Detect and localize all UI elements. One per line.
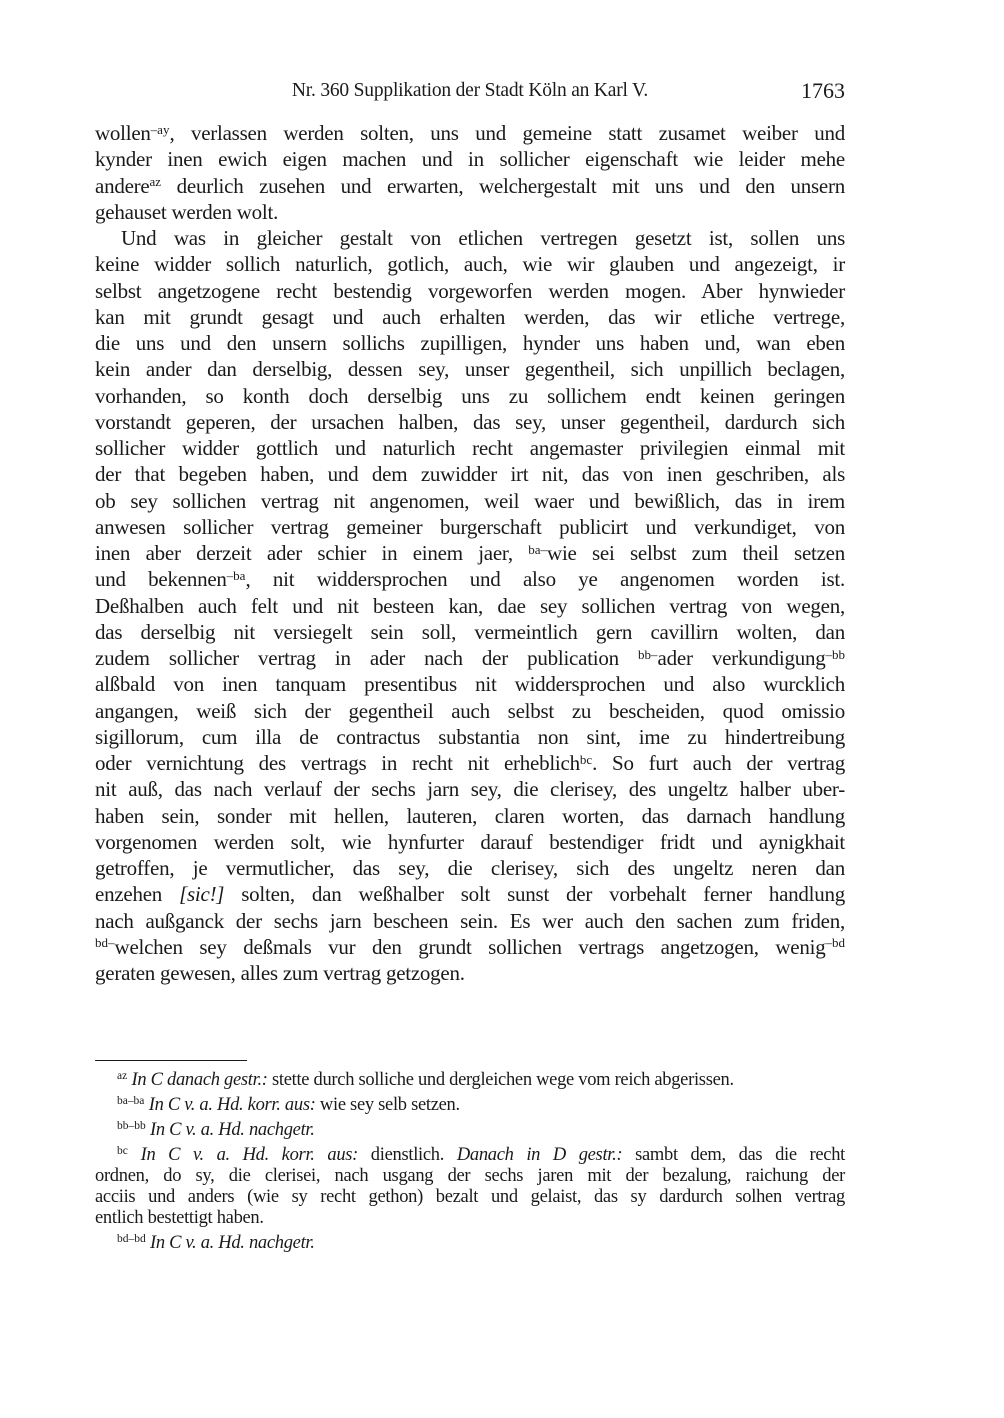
text-run: nit auß, das nach verlauf der sechs jarn sey, die clerisey, des ungeltz halber uber- xyxy=(95,777,845,802)
text-run: ader verkundigung xyxy=(657,646,826,670)
text-run: kein ander dan derselbig, dessen sey, unser gegentheil, sich unpillich beclagen, xyxy=(95,357,845,382)
text-line xyxy=(95,566,845,592)
text-line xyxy=(95,383,845,409)
footnote-marker: bc xyxy=(117,1145,128,1158)
text-run: sigillorum, cum illa de contractus substantia non sint, ime zu hindertreibung xyxy=(95,724,845,749)
running-title: Nr. 360 Supplikation der Stadt Köln an Karl V. xyxy=(291,80,649,101)
text-run: welchen sey deßmals vur den grundt sollichen vertrags angetzogen, wenig xyxy=(114,934,826,959)
footnote-marker: –bb xyxy=(825,646,845,662)
text-line xyxy=(95,251,845,277)
text-line xyxy=(95,225,845,251)
text-line xyxy=(95,461,845,487)
text-line xyxy=(95,278,845,304)
text-run: vorgenomen werden solt, wie hynfurter darauf bestendiger fridt und aynigkhait xyxy=(95,829,845,854)
text-line xyxy=(95,146,845,172)
text-run: zudem sollicher vertrag in ader nach der publication xyxy=(95,646,639,670)
text-run: angangen, weiß sich der gegentheil auch selbst zu bescheiden, quod omissio xyxy=(95,698,845,723)
text-run: . So furt auch der vertrag xyxy=(592,751,845,775)
text-run: haben sein, sonder mit hellen, lauteren, claren worten, das darnach handlung xyxy=(95,803,845,828)
text-run: kynder inen ewich eigen machen und in sollicher eigenschaft wie leider mehe xyxy=(95,147,845,172)
text-run: Und was in gleicher gestalt von etlichen vertregen gesetzt ist, sollen uns xyxy=(121,226,845,250)
text-run: selbst angetzogene recht bestendig vorgeworfen werden mogen. Aber hynwieder xyxy=(95,278,845,303)
footnote-line xyxy=(95,1187,845,1208)
text-line xyxy=(95,960,845,986)
text-run: andere xyxy=(95,173,150,198)
footnote-marker: ba– xyxy=(528,541,548,557)
text-line xyxy=(95,514,845,540)
text-line xyxy=(95,829,845,855)
text-line xyxy=(95,435,845,461)
text-run: , nit widdersprochen und also ye angenomen worden ist. xyxy=(245,567,845,592)
text-line xyxy=(95,173,845,199)
italic-run: In C v. a. Hd. nachgetr. xyxy=(150,1233,315,1253)
text-run: stette durch solliche und dergleichen wege vom reich abgerissen. xyxy=(267,1070,734,1090)
footnote-marker: ba–ba xyxy=(117,1095,145,1108)
text-line xyxy=(95,776,845,802)
footnote-marker: az xyxy=(117,1070,128,1083)
text-run: getroffen, je vermutlicher, das sey, die clerisey, sich des ungeltz neren dan xyxy=(95,856,845,880)
text-run: anwesen sollicher vertrag gemeiner burgerschaft publicirt und verkundiget, von xyxy=(95,514,845,539)
footnote-marker: –bd xyxy=(825,935,845,951)
text-run: Deßhalben auch felt und nit besteen kan, dae sey sollichen vertrag von wegen, xyxy=(95,593,845,618)
text-run: gehauset werden wolt. xyxy=(95,199,279,224)
footnote-marker: bb–bb xyxy=(117,1120,146,1133)
text-line xyxy=(95,881,845,907)
text-line xyxy=(95,698,845,724)
footnotes xyxy=(95,1066,845,1254)
italic-run: In C v. a. Hd. korr. aus: xyxy=(148,1095,316,1115)
text-line xyxy=(95,803,845,829)
text-line xyxy=(95,908,845,934)
text-line xyxy=(95,356,845,382)
footnote-line xyxy=(95,1095,845,1116)
text-run xyxy=(128,1145,141,1165)
text-line xyxy=(95,488,845,514)
text-run: , verlassen werden solten, uns und gemeine statt zusamet weiber und xyxy=(169,121,845,145)
text-run: sollicher widder gottlich und naturlich recht angemaster privilegien einmal mit xyxy=(95,436,845,460)
text-run: der that begeben haben, und dem zuwidder irt nit, das von inen geschriben, als xyxy=(95,462,845,487)
text-run: acciis und anders (wie sy recht gethon) bezalt und gelaist, das sy dardurch solhen vertrag xyxy=(95,1187,845,1207)
text-line xyxy=(95,724,845,750)
text-line xyxy=(95,855,845,881)
footnote-line xyxy=(95,1070,845,1091)
text-run: nach außganck der sechs jarn bescheen sein. Es wer auch den sachen zum friden, xyxy=(95,908,845,933)
text-run: alßbald von inen tanquam presentibus nit widdersprochen und also wurcklich xyxy=(95,672,845,697)
text-run: enzehen xyxy=(95,882,180,907)
text-run: entlich bestettigt haben. xyxy=(95,1208,264,1228)
text-run: solten, dan weßhalber solt sunst der vorbehalt ferner handlung xyxy=(224,882,845,907)
text-run: das derselbig nit versiegelt sein soll, vermeintlich gern cavillirn wolten, dan xyxy=(95,619,845,644)
text-run: dienstlich. xyxy=(358,1145,457,1165)
footnote-line xyxy=(95,1208,845,1229)
text-line xyxy=(95,671,845,697)
text-run: vorstandt geperen, der ursachen halben, das sey, unser gegentheil, dardurch sich xyxy=(95,409,845,434)
footnote-marker: az xyxy=(149,174,162,189)
text-line xyxy=(95,330,845,356)
running-header xyxy=(95,78,845,108)
text-line xyxy=(95,304,845,330)
text-run: die uns und den unsern sollichs zupilligen, hynder uns haben und, wan eben xyxy=(95,331,845,355)
text-line xyxy=(95,199,845,225)
italic-run: In C v. a. Hd. nachgetr. xyxy=(150,1120,315,1140)
footnote-marker: –ba xyxy=(226,567,246,583)
text-run: deurlich zusehen und erwarten, welchergestalt mit uns und den unsern xyxy=(161,173,845,198)
italic-run: In C danach gestr.: xyxy=(131,1070,268,1090)
text-line xyxy=(95,409,845,435)
footnote-marker: bc xyxy=(579,751,593,767)
page-number: 1763 xyxy=(801,78,845,103)
footnote-line xyxy=(95,1145,845,1166)
text-run: wie sei selbst zum theil setzen xyxy=(547,541,846,565)
text-line xyxy=(95,750,845,776)
main-text xyxy=(95,120,845,986)
text-line xyxy=(95,540,845,566)
footnote-marker: –ay xyxy=(150,121,170,137)
text-line xyxy=(95,593,845,619)
text-line xyxy=(95,645,845,671)
text-run: ob sey sollichen vertrag nit angenomen, weil waer und bewißlich, das in irem xyxy=(95,488,845,513)
text-line xyxy=(95,619,845,645)
italic-run: In C v. a. Hd. korr. aus: xyxy=(140,1145,359,1165)
footnote-marker: bd–bd xyxy=(117,1233,146,1246)
text-line xyxy=(95,934,845,960)
footnote-line xyxy=(95,1233,845,1254)
text-run: wollen xyxy=(95,121,151,145)
italic-run: [sic!] xyxy=(179,882,225,907)
text-run: ordnen, do sy, die clerisei, nach usgang der sechs jaren mit der bezalung, raichung der xyxy=(95,1166,845,1186)
footnote-divider xyxy=(95,1060,247,1061)
text-line xyxy=(95,120,845,146)
text-run: geraten gewesen, alles zum vertrag getzogen. xyxy=(95,961,465,985)
text-run: kan mit grundt gesagt und auch erhalten werden, das wir etliche vertrege, xyxy=(95,304,845,329)
footnote-marker: bd– xyxy=(95,935,115,951)
text-run: wie sey selb setzen. xyxy=(315,1095,460,1115)
text-run: sambt dem, das die recht xyxy=(622,1145,846,1165)
text-run: und bekennen xyxy=(95,567,227,592)
text-run: oder vernichtung des vertrags in recht nit erheblich xyxy=(95,751,580,775)
text-run: inen aber derzeit ader schier in einem jaer, xyxy=(95,541,529,565)
footnote-line xyxy=(95,1166,845,1187)
text-run: keine widder sollich naturlich, gotlich, auch, wie wir glauben und angezeigt, ir xyxy=(95,252,845,277)
text-run: vorhanden, so konth doch derselbig uns zu sollichem endt keinen geringen xyxy=(95,383,845,408)
footnote-line xyxy=(95,1120,845,1141)
italic-run: Danach in D gestr.: xyxy=(456,1145,623,1165)
footnote-marker: bb– xyxy=(638,646,658,662)
